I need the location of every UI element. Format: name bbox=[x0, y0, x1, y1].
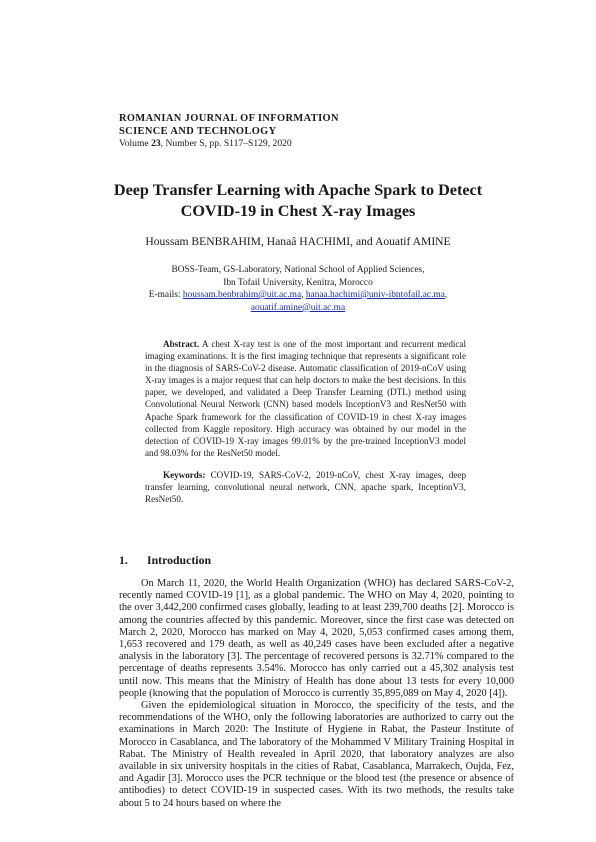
email-link-3[interactable]: aouatif.amine@uit.ac.ma bbox=[250, 302, 346, 313]
abstract-text: A chest X-ray test is one of the most important and recurrent medical imaging examinations. It is the first imaging technique that represents a significant role in the diagnosis of SARS-CoV-2 disease. Automatic classification of 2019-nCoV using X-ray images is a major request that can help doctors to make the best decisions. In this paper, we developed, and validated a Deep Transfer Learning (DTL) method using Convolutional Neural Network (CNN) based models InceptionV3 and ResNet50 with Apache Spark framework for the classification of COVID-19 in chest X-ray images collected from Kaggle repository. High accuracy was obtained by our model in the detection of COVID-19 X-ray images 99.01% by the pre-trained InceptionV3 model and 98.03% for the ResNet50 model. bbox=[145, 339, 466, 458]
affiliation bbox=[60, 264, 536, 314]
emails-line bbox=[60, 289, 536, 302]
keywords bbox=[145, 469, 466, 505]
title-line2: COVID-19 in Chest X-ray Images bbox=[180, 201, 416, 220]
abstract-label: Abstract. bbox=[163, 339, 200, 349]
emails-line2 bbox=[60, 302, 536, 315]
title-line1: Deep Transfer Learning with Apache Spark to Detect bbox=[113, 181, 483, 199]
section-heading bbox=[119, 553, 211, 568]
email-link-1[interactable]: houssam.benbrahim@uit.ac.ma bbox=[182, 290, 302, 300]
volume-rest: , Number S, pp. S117–S129, 2020 bbox=[160, 138, 292, 149]
affiliation-line2: Ibn Tofail University, Kenitra, Morocco bbox=[223, 277, 373, 288]
body-text bbox=[119, 578, 514, 810]
keywords-label: Keywords: bbox=[163, 470, 206, 480]
abstract bbox=[145, 338, 466, 459]
emails-label: E-mails: bbox=[148, 290, 183, 300]
paragraph-1: On March 11, 2020, the World Health Organization (WHO) has declared SARS-CoV-2, recently named COVID-19 [1], as a global pandemic. The WHO on May 4, 2020, pointing to the over 3,442,200 confirmed cases globally, leading to at least 239,700 deaths [2]. Morocco is among the countries affected by this pandemic. Moreover, since the first case was detected on March 2, 2020, Morocco has marked on May 4, 2020, 5,053 confirmed cases among them, 1,653 recovered and 179 death, as well as 40,249 cases have been excluded after a negative analysis in the laboratory [3]. The percentage of recovered persons is 32.71% compared to the percentage of deaths represents 3.54%. Morocco has only carried out a 45,302 analysis test until now. This means that the Ministry of Health has done about 13 tests for every 10,000 people (knowing that the population of Morocco is currently 35,895,089 on May 4, 2020 [4]). bbox=[119, 578, 514, 699]
paragraph-2: Given the epidemiological situation in Morocco, the specificity of the tests, and the recommendations of the WHO, only the following laboratories are authorized to carry out the examinations in March 2020: The Institute of Hygiene in Rabat, the Pasteur Institute of Morocco in Casablanca, and The laboratory of the Mohammed V Military Training Hospital in Rabat. The Ministry of Health revealed in April 2020, that laboratory analyzes are also available in six university hospitals in the cities of Rabat, Casablanca, Marrakech, Oujda, Fez, and Agadir [3]. Morocco uses the PCR technique or the blood test (the presence or absence of antibodies) to detect COVID-19 in suspected cases. With its two methods, the results take about 5 to 24 hours based on where the bbox=[119, 700, 514, 809]
authors: Houssam BENBRAHIM, Hanaâ HACHIMI, and Aouatif AMINE bbox=[145, 235, 451, 248]
journal-name-line1: ROMANIAN JOURNAL OF INFORMATION bbox=[119, 113, 339, 124]
keywords-text: COVID-19, SARS-CoV-2, 2019-nCoV, chest X-ray images, deep transfer learning, convolutional neural network, CNN, apache spark, InceptionV3, ResNet50. bbox=[145, 470, 466, 505]
affiliation-line1: BOSS-Team, GS-Laboratory, National School of Applied Sciences, bbox=[171, 265, 425, 275]
journal-name-line2: SCIENCE AND TECHNOLOGY bbox=[119, 125, 277, 137]
journal-header bbox=[119, 113, 339, 151]
paper-title bbox=[60, 180, 536, 221]
email-sep-2: , bbox=[444, 290, 448, 300]
journal-volume bbox=[119, 138, 339, 151]
section-number: 1. bbox=[119, 553, 128, 567]
section-title: Introduction bbox=[147, 553, 212, 567]
volume-number: 23 bbox=[151, 138, 161, 149]
email-link-2[interactable]: hanaa.hachimi@univ-ibntofail.ac.ma bbox=[305, 290, 445, 300]
volume-prefix: Volume bbox=[119, 138, 152, 149]
email-sep-1: , bbox=[301, 290, 306, 300]
